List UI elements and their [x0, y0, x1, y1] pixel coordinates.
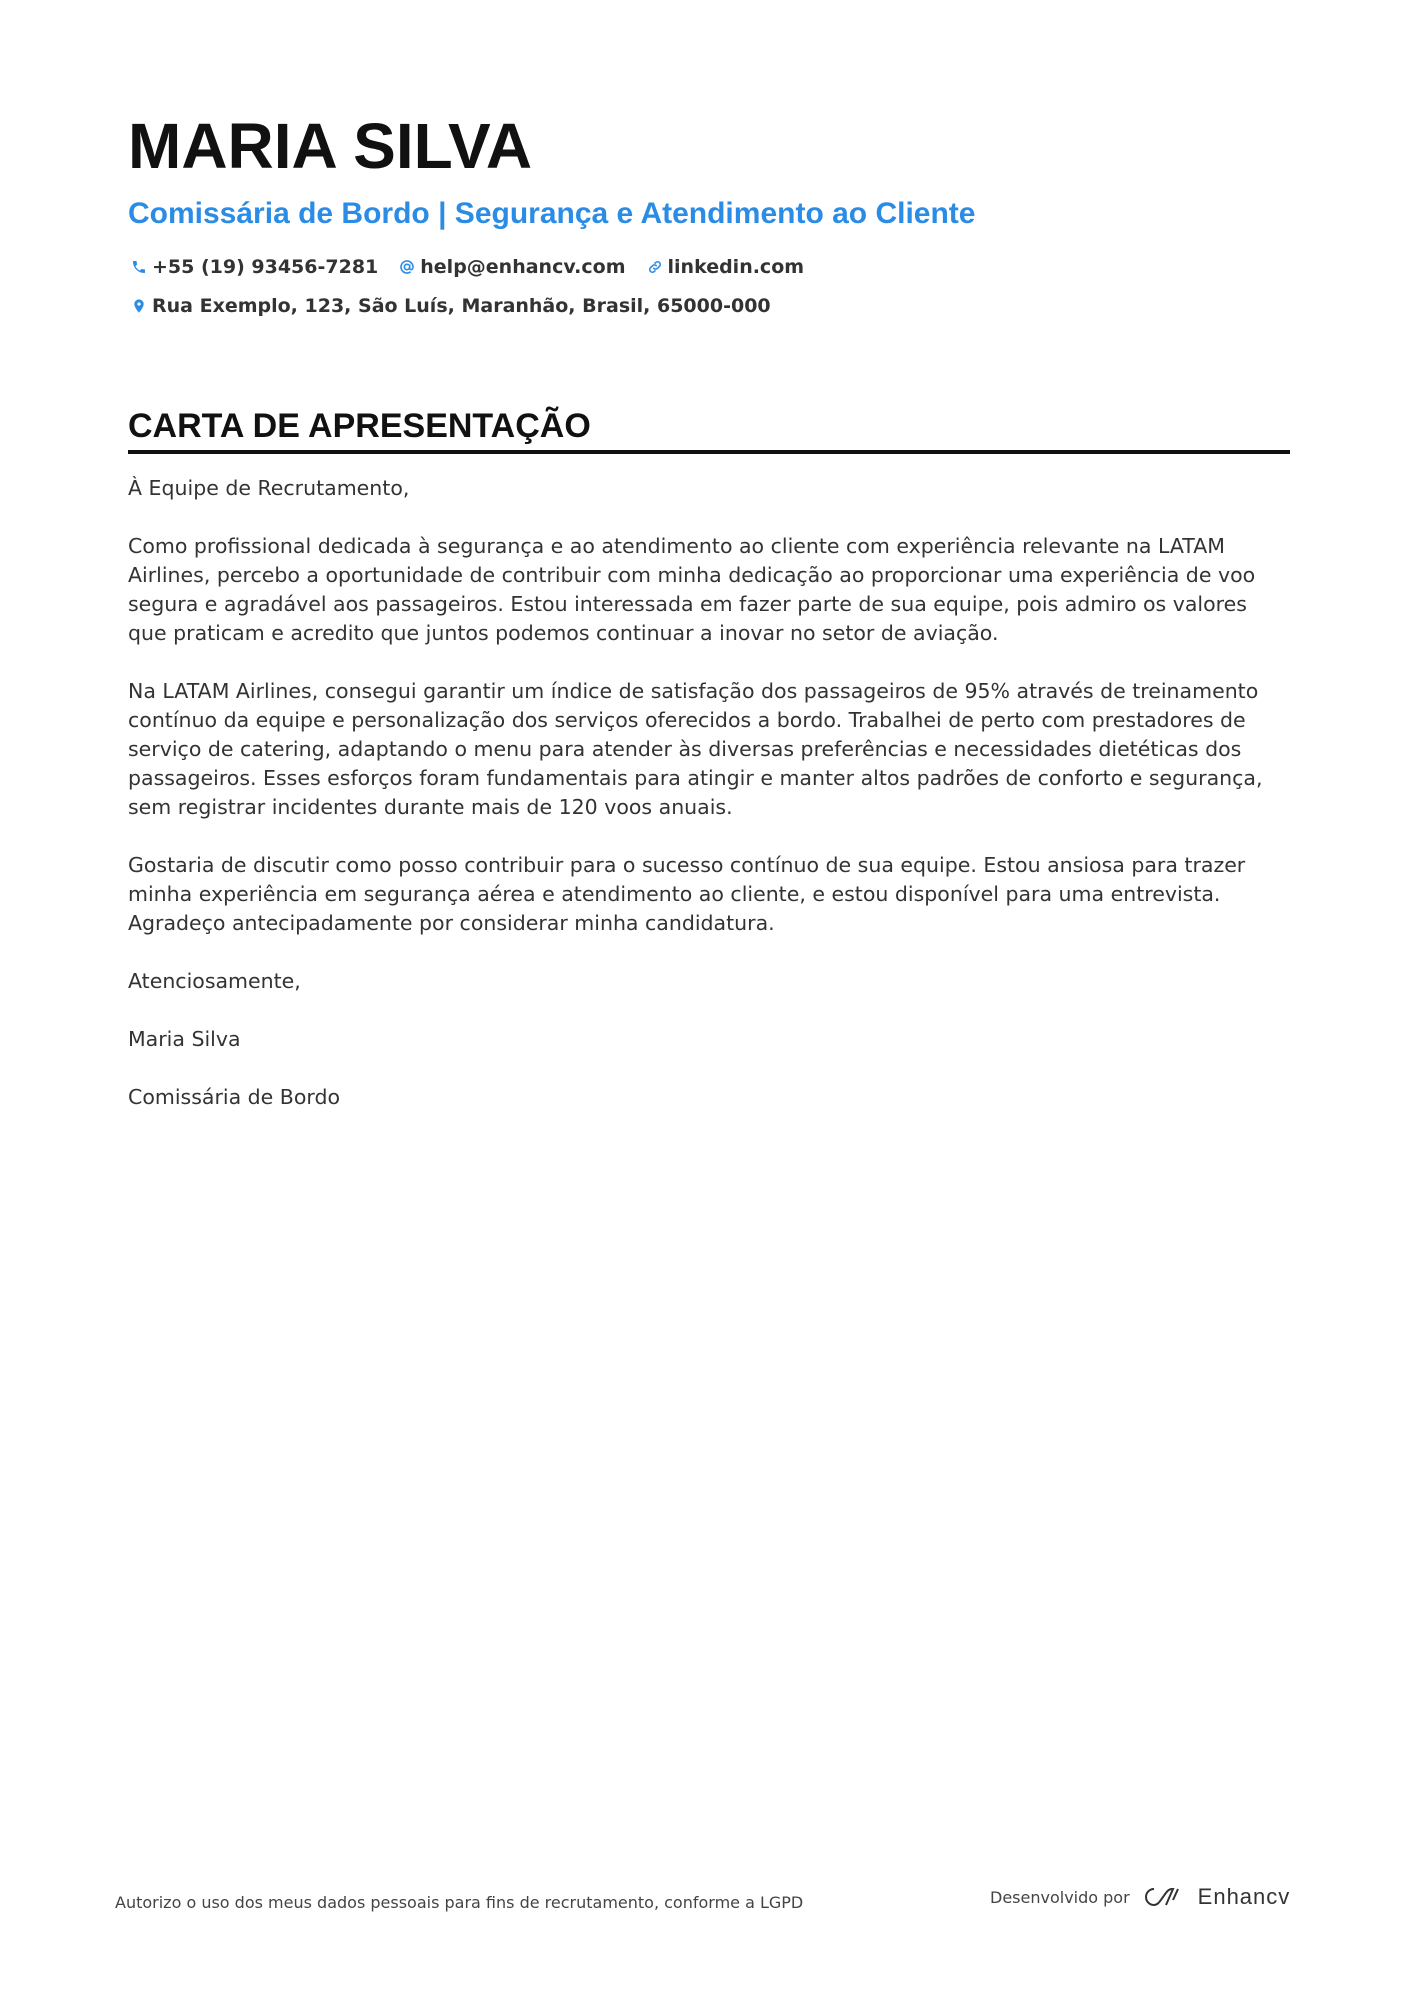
signature-title: Comissária de Bordo	[128, 1085, 341, 1109]
email-text: help@enhancv.com	[420, 256, 626, 278]
contact-info	[128, 252, 1288, 321]
letter-paragraph: Na LATAM Airlines, consegui garantir um índice de satisfação dos passageiros de 95% através de treinamento contínuo da equipe e personalização dos serviços oferecidos a bordo. Trabalhei de perto com prestadores de serviço de catering, adaptando o menu para atender às diversas preferências e necessidades dietéticas dos passageiros. Esses esforços foram fundamentais para atingir e manter altos padrões de conforto e segurança, sem registrar incidentes durante mais de 120 voos anuais.	[128, 679, 1263, 819]
phone-text: +55 (19) 93456-7281	[152, 256, 379, 278]
contact-row-primary	[128, 252, 1288, 282]
candidate-name: MARIA SILVA	[128, 110, 533, 182]
contact-link[interactable]	[644, 256, 805, 278]
footer-consent: Autorizo o uso dos meus dados pessoais para fins de recrutamento, conforme a LGPD	[115, 1893, 804, 1912]
footer-branding[interactable]	[990, 1884, 1290, 1910]
cover-letter-section	[128, 404, 1290, 1141]
enhancv-logo-icon	[1142, 1884, 1188, 1910]
link-icon	[644, 256, 666, 278]
contact-row-address	[128, 291, 1288, 321]
letter-greeting: À Equipe de Recrutamento,	[128, 476, 410, 500]
address-text: Rua Exemplo, 123, São Luís, Maranhão, Brasil, 65000-000	[152, 295, 771, 317]
at-icon	[396, 256, 418, 278]
letter-body	[128, 474, 1290, 1112]
brand-logo[interactable]	[1142, 1884, 1291, 1910]
phone-icon	[128, 256, 150, 278]
candidate-title: Comissária de Bordo | Segurança e Atendimento ao Cliente	[128, 197, 976, 230]
link-text: linkedin.com	[667, 256, 805, 278]
signature-name: Maria Silva	[128, 1027, 241, 1051]
brand-name: Enhancv	[1197, 1884, 1291, 1909]
resume-header	[128, 108, 1288, 330]
contact-phone	[128, 256, 378, 278]
letter-closing: Atenciosamente,	[128, 969, 301, 993]
section-title: CARTA DE APRESENTAÇÃO	[128, 404, 1290, 454]
contact-address	[128, 295, 771, 317]
contact-email[interactable]	[396, 256, 625, 278]
location-pin-icon	[128, 295, 150, 317]
letter-paragraph: Como profissional dedicada à segurança e ao atendimento ao cliente com experiência relevante na LATAM Airlines, percebo a oportunidade de contribuir com minha dedicação ao proporcionar uma experiência de voo segura e agradável aos passageiros. Estou interessada em fazer parte de sua equipe, pois admiro os valores que praticam e acredito que juntos podemos continuar a inovar no setor de aviação.	[128, 534, 1256, 645]
powered-by-label: Desenvolvido por	[990, 1887, 1130, 1907]
letter-paragraph: Gostaria de discutir como posso contribuir para o sucesso contínuo de sua equipe. Estou ansiosa para trazer minha experiência em segurança aérea e atendimento ao cliente, e estou disponível para uma entrevista. Agradeço antecipadamente por considerar minha candidatura.	[128, 853, 1246, 935]
